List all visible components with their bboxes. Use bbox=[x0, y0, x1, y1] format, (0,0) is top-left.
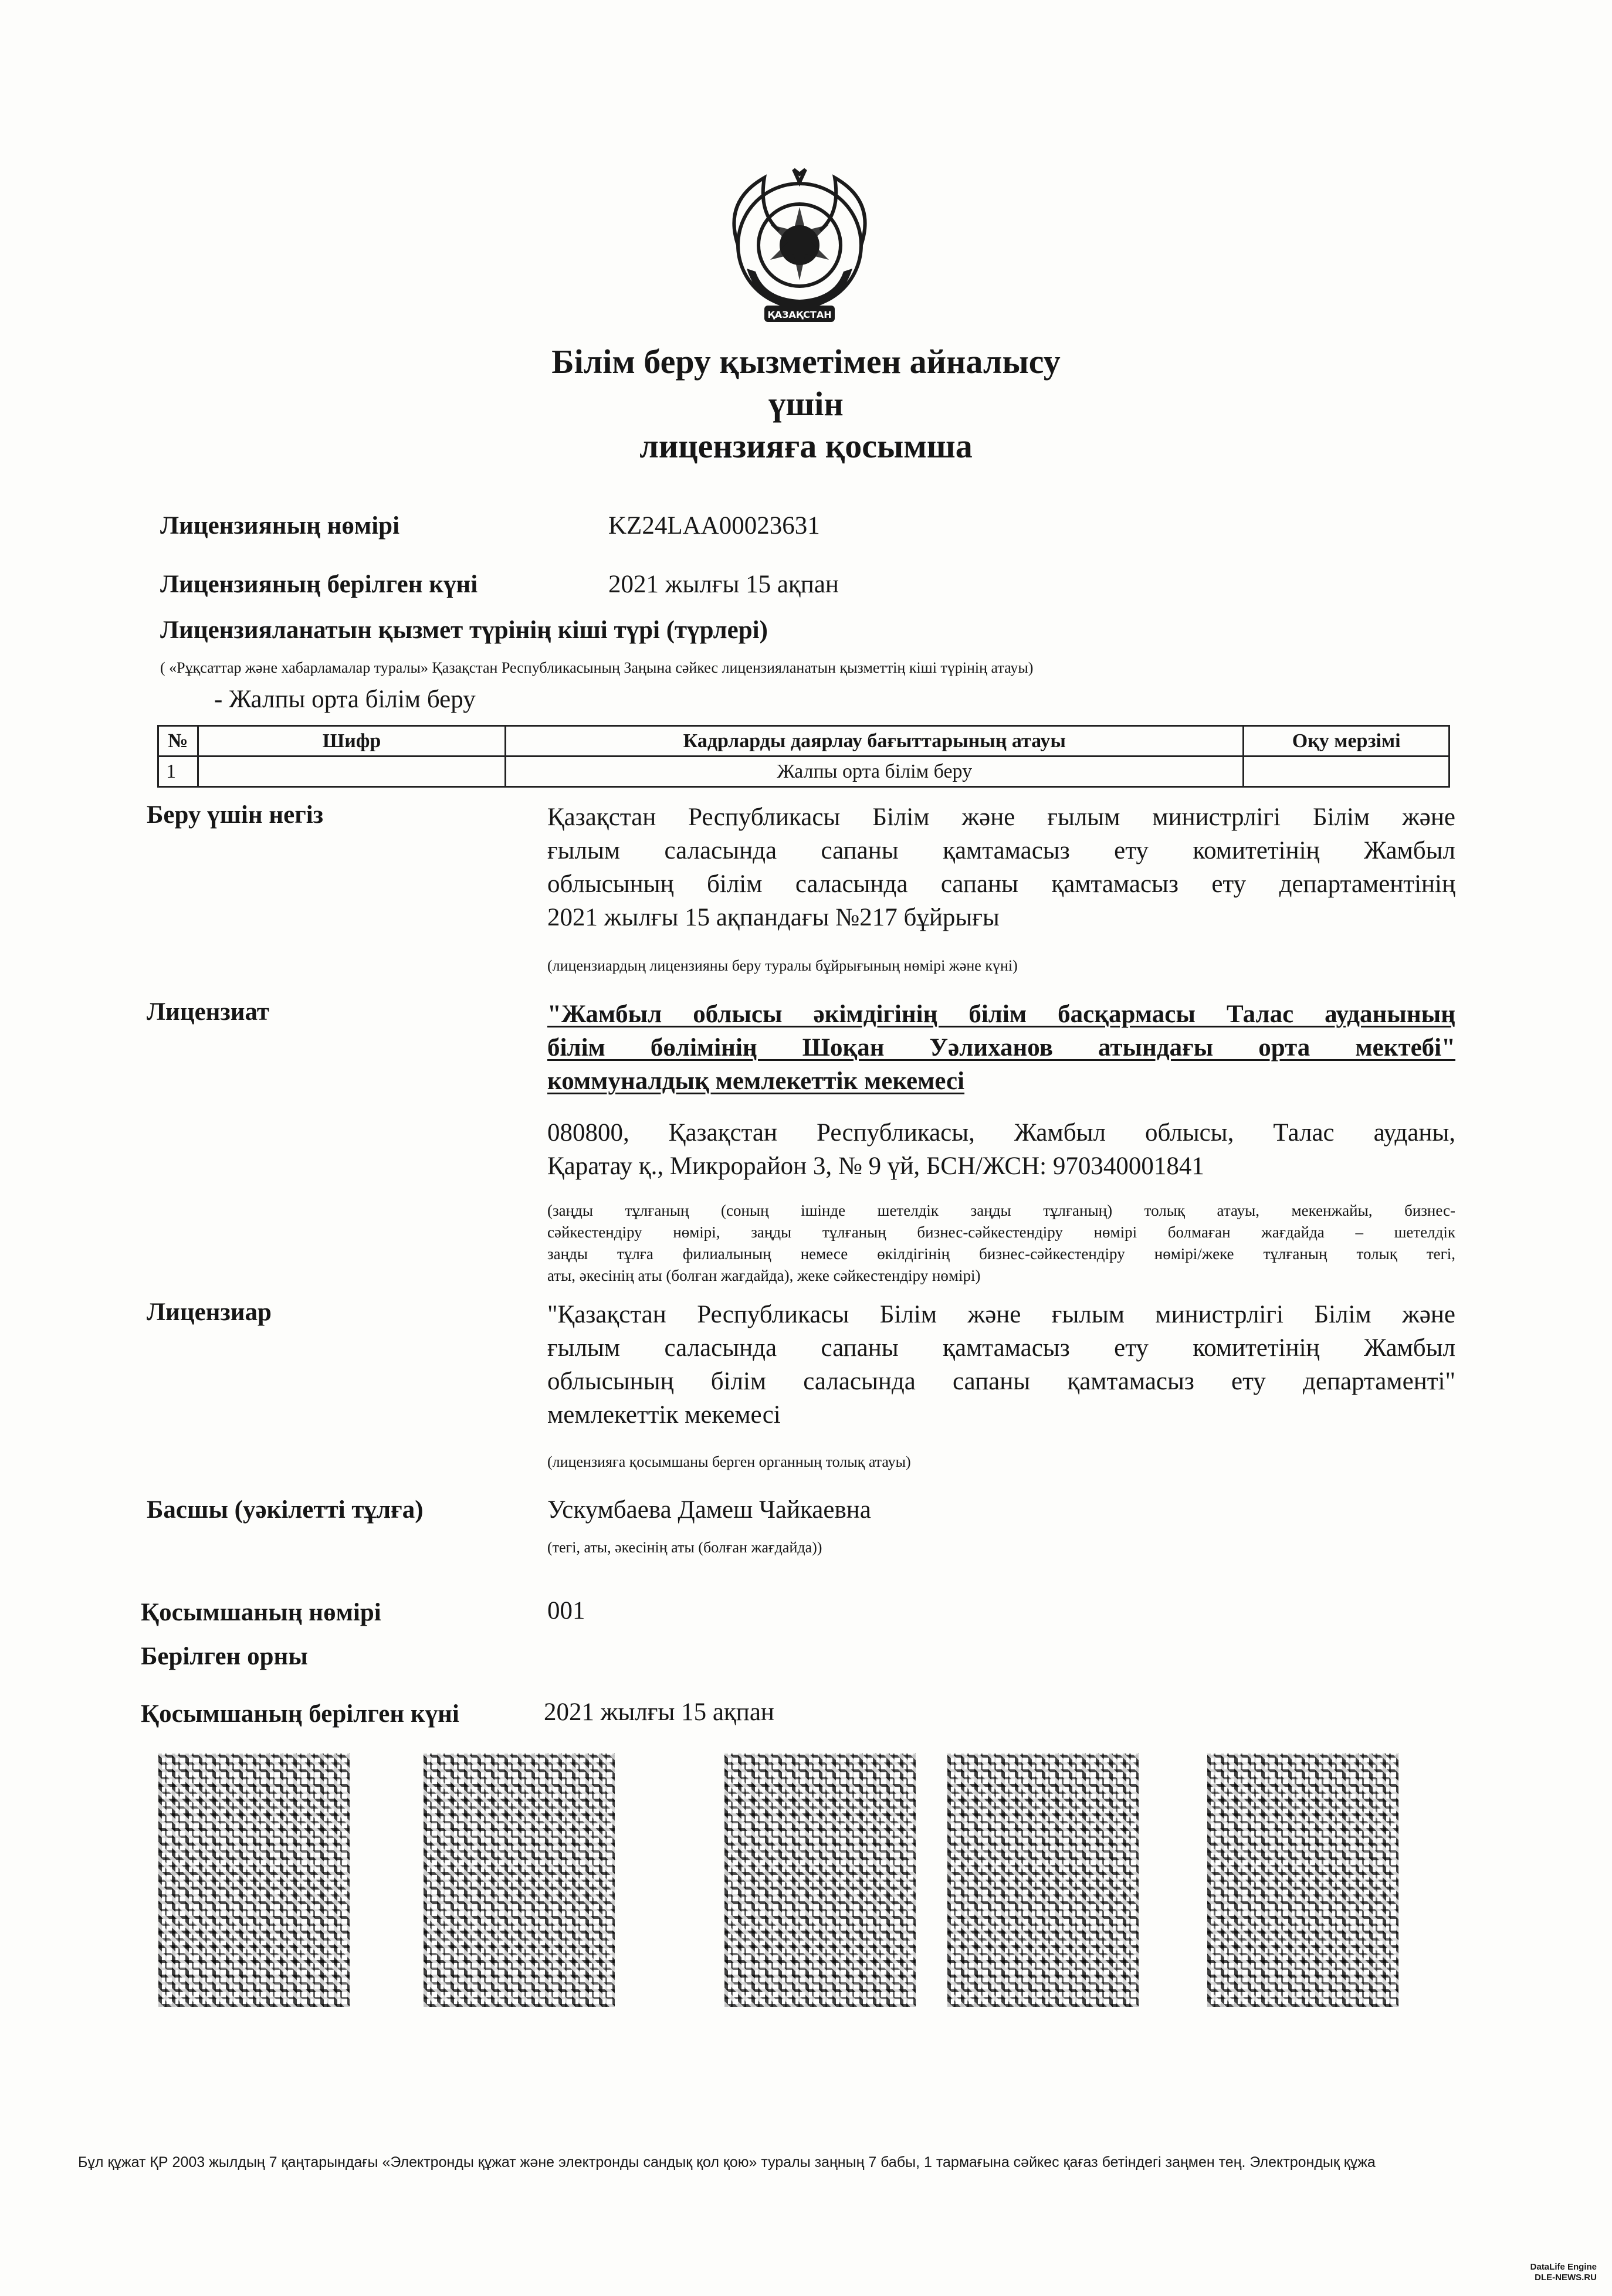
licensee-note bbox=[547, 1200, 1455, 1287]
license-date-value: 2021 жылғы 15 ақпан bbox=[608, 571, 839, 598]
licensee-address-line: 080800, Қазақстан Республикасы, Жамбыл облысы, Талас ауданы, bbox=[547, 1119, 1455, 1147]
licensee-label: Лицензиат bbox=[147, 998, 270, 1026]
licensee-name-line: білім бөлімінің Шоқан Уәлиханов атындағы орта мектебі" bbox=[547, 1034, 1455, 1061]
footer-legal-notice: Бұл құжат ҚР 2003 жылдың 7 қаңтарындағы «Электронды құжат және электронды сандық қол қою» туралы заңның 7 бабы, 1 тармағына сәйкес қағаз бетіндегі заңмен тең. Электрондық құжа bbox=[78, 2154, 1376, 2170]
watermark-line-2: DLE-NEWS.RU bbox=[1535, 2273, 1597, 2283]
table-header-duration: Оқу мерзімі bbox=[1244, 726, 1450, 757]
appendix-number-label: Қосымшаның нөмірі bbox=[141, 1599, 381, 1626]
licensee-name-line: "Жамбыл облысы әкімдігінің білім басқармасы Талас ауданының bbox=[547, 1001, 1455, 1028]
license-date-label: Лицензияның берілген күні bbox=[160, 571, 478, 598]
watermark bbox=[1530, 2262, 1597, 2283]
basis-line: 2021 жылғы 15 ақпандағы №217 бұйрығы bbox=[547, 904, 1000, 931]
qr-code-icon bbox=[424, 1754, 615, 2007]
licensee-name-line: коммуналдық мемлекеттік мекемесі bbox=[547, 1067, 965, 1095]
basis-line: ғылым саласында сапаны қамтамасыз ету комитетінің Жамбыл bbox=[547, 837, 1455, 864]
head-note: (тегі, аты, әкесінің аты (болған жағдайда)) bbox=[547, 1539, 822, 1556]
table-cell-duration bbox=[1244, 757, 1450, 787]
table-header-row bbox=[158, 726, 1450, 757]
licensor-line: ғылым саласында сапаны қамтамасыз ету комитетінің Жамбыл bbox=[547, 1334, 1455, 1362]
basis-line: Қазақстан Республикасы Білім және ғылым министрлігі Білім және bbox=[547, 803, 1455, 831]
qr-code-icon bbox=[158, 1754, 350, 2007]
subtypes-label: Лицензияланатын қызмет түрінің кіші түрі (түрлері) bbox=[160, 616, 768, 644]
document-title-line-1: Білім беру қызметімен айналысу bbox=[551, 342, 1061, 381]
basis-text bbox=[547, 801, 1455, 934]
licensee-note-line: сәйкестендіру нөмірі, заңды тұлғаның бизнес-сәйкестендіру нөмірі болмаған жағдайда – шетелдік bbox=[547, 1223, 1455, 1241]
table-cell-number: 1 bbox=[158, 757, 198, 787]
document-title-line-3: лицензияға қосымша bbox=[639, 427, 973, 465]
subtypes-item: - Жалпы орта білім беру bbox=[214, 686, 476, 713]
appendix-number-value: 001 bbox=[547, 1597, 585, 1625]
license-number-label: Лицензияның нөмірі bbox=[160, 512, 400, 540]
licensor-line: облысының білім саласында сапаны қамтамасыз ету департаменті" bbox=[547, 1368, 1455, 1395]
licensee-address bbox=[547, 1116, 1455, 1183]
qr-code-icon bbox=[724, 1754, 916, 2007]
license-number-value: KZ24LAA00023631 bbox=[608, 512, 820, 540]
table-header-number: № bbox=[158, 726, 198, 757]
place-label: Берілген орны bbox=[141, 1643, 308, 1670]
appendix-date-value: 2021 жылғы 15 ақпан bbox=[544, 1698, 774, 1726]
appendix-date-label: Қосымшаның берілген күні bbox=[141, 1700, 459, 1728]
basis-label: Беру үшін негіз bbox=[147, 801, 323, 829]
kazakhstan-state-emblem-icon bbox=[723, 166, 876, 329]
head-value: Ускумбаева Дамеш Чайкаевна bbox=[547, 1496, 871, 1524]
licensor-line: "Қазақстан Республикасы Білім және ғылым министрлігі Білім және bbox=[547, 1301, 1455, 1328]
licensee-note-line: (заңды тұлғаның (соның ішінде шетелдік заңды тұлғаның) толық атауы, мекенжайы, бизнес- bbox=[547, 1202, 1455, 1219]
basis-line: облысының білім саласында сапаны қамтамасыз ету департаментінің bbox=[547, 870, 1455, 898]
subtypes-note: ( «Рұқсаттар және хабарламалар туралы» Қазақстан Республикасының Заңына сәйкес лицензияланатын қызметтің кіші түрінің атауы) bbox=[160, 659, 1034, 676]
licensor-line: мемлекеттік мекемесі bbox=[547, 1401, 781, 1429]
head-label: Басшы (уәкілетті тұлға) bbox=[147, 1496, 424, 1524]
training-directions-table bbox=[157, 725, 1450, 788]
basis-note: (лицензиардың лицензияны беру туралы бұйрығының нөмірі және күні) bbox=[547, 957, 1018, 974]
qr-code-icon bbox=[1207, 1754, 1398, 2007]
table-cell-direction: Жалпы орта білім беру bbox=[506, 757, 1244, 787]
licensor-text bbox=[547, 1298, 1455, 1432]
document-title-line-2: үшін bbox=[768, 385, 844, 423]
table-cell-code bbox=[198, 757, 505, 787]
qr-code-icon bbox=[947, 1754, 1139, 2007]
licensee-name bbox=[547, 998, 1455, 1098]
licensee-note-line: заңды тұлға филиалының немесе өкілдігінің бизнес-сәйкестендіру нөмірі/жеке тұлғаның толық тегі, bbox=[547, 1245, 1455, 1263]
licensor-note: (лицензияға қосымшаны берген органның толық атауы) bbox=[547, 1453, 911, 1470]
table-header-direction: Кадрларды даярлау бағыттарының атауы bbox=[506, 726, 1244, 757]
table-row bbox=[158, 757, 1450, 787]
licensee-address-line: Қаратау қ., Микрорайон 3, № 9 үй, БСН/ЖСН: 970340001841 bbox=[547, 1152, 1204, 1180]
emblem-lettering: ҚАЗАҚСТАН bbox=[767, 309, 832, 320]
licensor-label: Лицензиар bbox=[147, 1298, 272, 1326]
watermark-line-1: DataLife Engine bbox=[1530, 2262, 1597, 2272]
state-emblem bbox=[723, 166, 876, 329]
licensee-note-line: аты, әкесінің аты (болған жағдайда), жеке сәйкестендіру нөмірі) bbox=[547, 1267, 981, 1284]
table-header-code: Шифр bbox=[198, 726, 505, 757]
